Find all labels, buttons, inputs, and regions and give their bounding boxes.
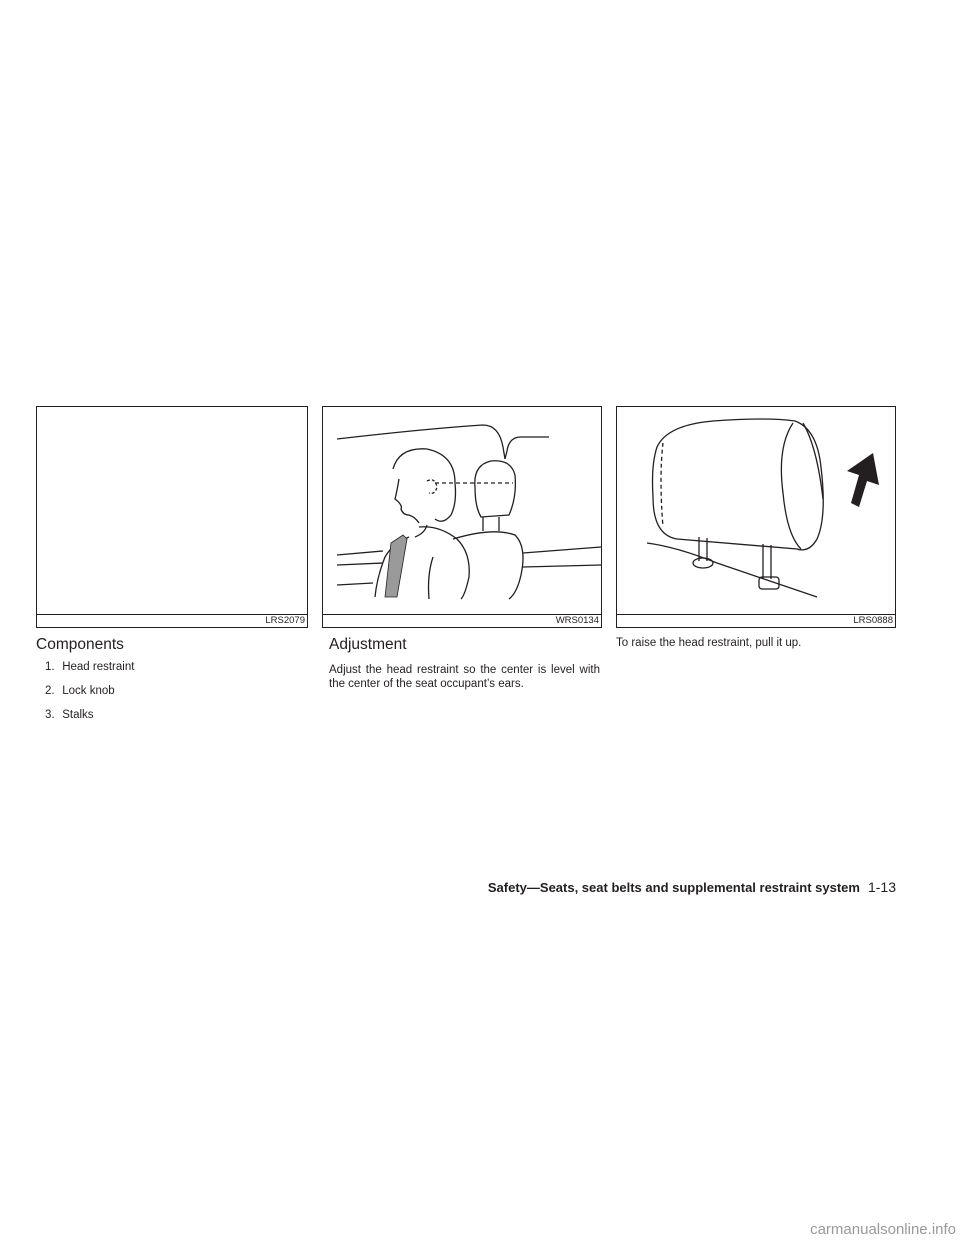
head-restraint-illustration: [617, 407, 895, 613]
list-item: [45, 660, 134, 684]
page-number: 1-13: [867, 879, 896, 895]
list-item: [45, 708, 134, 732]
list-item-label: Lock knob: [62, 685, 115, 697]
list-item-number: 1.: [45, 661, 55, 673]
adjustment-heading: Adjustment: [329, 636, 407, 653]
occupant-illustration: [323, 407, 601, 613]
figure-components: [36, 406, 308, 628]
watermark: carmanualsonline.info: [810, 1221, 956, 1238]
components-heading: Components: [36, 636, 124, 653]
up-arrow-icon: [847, 453, 879, 507]
components-list: [45, 660, 134, 732]
page-footer: [488, 879, 896, 895]
adjustment-paragraph: Adjust the head restraint so the center is level with the center of the seat occupant’s ears.: [329, 664, 600, 690]
figure-code: WRS0134: [555, 615, 599, 626]
list-item-label: Stalks: [62, 709, 94, 721]
figure-adjustment: [322, 406, 602, 628]
list-item: [45, 684, 134, 708]
figure-code: LRS0888: [853, 615, 893, 626]
list-item-number: 2.: [45, 685, 55, 697]
figure-raise: [616, 406, 896, 628]
list-item-number: 3.: [45, 709, 55, 721]
raise-paragraph: To raise the head restraint, pull it up.: [616, 637, 802, 649]
footer-section-title: Safety—Seats, seat belts and supplemental restraint system: [487, 880, 860, 895]
list-item-label: Head restraint: [62, 661, 135, 673]
figure-code: LRS2079: [265, 615, 305, 626]
